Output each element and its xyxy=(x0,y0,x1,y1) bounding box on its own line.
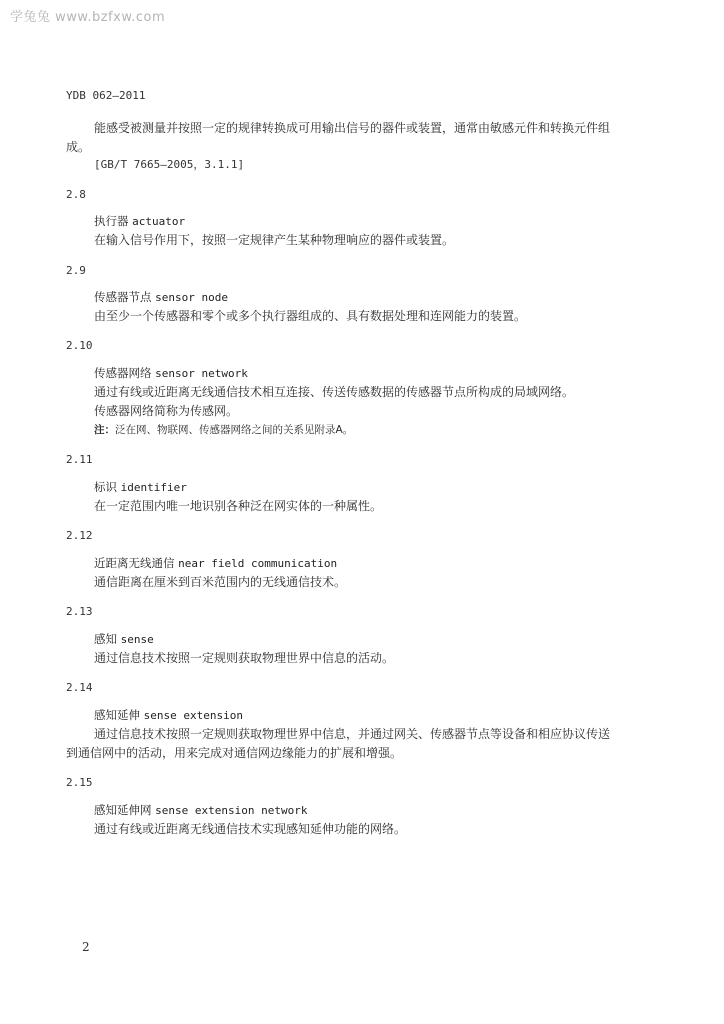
term-en: sense xyxy=(120,633,154,646)
term-en: actuator xyxy=(132,215,186,228)
standard-header: YDB 062—2011 xyxy=(66,89,146,102)
term-en: near field communication xyxy=(178,557,338,570)
term-en: sense extension network xyxy=(155,804,308,817)
clause-number: 2.13 xyxy=(66,605,93,618)
term-cn: 感知 xyxy=(94,632,117,646)
definition-line: 传感器网络简称为传感网。 xyxy=(94,404,239,418)
page-number: 2 xyxy=(82,940,90,954)
term-en: identifier xyxy=(120,481,187,494)
clause-number: 2.12 xyxy=(66,529,93,542)
term-cn: 传感器节点 xyxy=(94,290,152,304)
term-heading xyxy=(94,364,248,383)
term-cn: 标识 xyxy=(94,480,117,494)
clause-number: 2.11 xyxy=(66,453,93,466)
definition-line: 由至少一个传感器和零个或多个执行器组成的、具有数据处理和连网能力的装置。 xyxy=(94,309,527,323)
term-cn: 执行器 xyxy=(94,214,129,228)
definition-line: 到通信网中的活动，用来完成对通信网边缘能力的扩展和增强。 xyxy=(66,746,403,760)
clause-number: 2.9 xyxy=(66,264,86,277)
definition-line: 在一定范围内唯一地识别各种泛在网实体的一种属性。 xyxy=(94,499,383,513)
term-heading xyxy=(94,801,307,820)
note xyxy=(94,421,353,439)
definition-line: 通过信息技术按照一定规则获取物理世界中信息的活动。 xyxy=(94,651,395,665)
definition-line: 通过信息技术按照一定规则获取物理世界中信息，并通过网关、传感器节点等设备和相应协议传送 xyxy=(94,727,611,741)
note-label: 注： xyxy=(94,424,115,436)
term-heading xyxy=(94,630,154,649)
term-heading xyxy=(94,706,243,725)
term-en: sensor network xyxy=(155,367,248,380)
intro-reference: [GB/T 7665—2005，3.1.1] xyxy=(94,158,245,171)
definition-line: 在输入信号作用下，按照一定规律产生某种物理响应的器件或装置。 xyxy=(94,233,455,247)
note-text: 泛在网、物联网、传感器网络之间的关系见附录A。 xyxy=(115,424,354,436)
term-en: sensor node xyxy=(155,291,229,304)
term-cn: 感知延伸网 xyxy=(94,803,152,817)
term-cn: 近距离无线通信 xyxy=(94,556,175,570)
watermark: 学兔兔 www.bzfxw.com xyxy=(10,10,166,25)
term-heading xyxy=(94,554,337,573)
clause-number: 2.15 xyxy=(66,776,93,789)
clause-number: 2.8 xyxy=(66,188,86,201)
term-cn: 传感器网络 xyxy=(94,366,152,380)
term-en: sense extension xyxy=(143,709,243,722)
clause-number: 2.14 xyxy=(66,681,93,694)
term-heading xyxy=(94,478,187,497)
clause-number: 2.10 xyxy=(66,339,93,352)
definition-line: 通信距离在厘米到百米范围内的无线通信技术。 xyxy=(94,575,347,589)
term-cn: 感知延伸 xyxy=(94,708,140,722)
intro-line-2: 成。 xyxy=(66,140,91,154)
definition-line: 通过有线或近距离无线通信技术实现感知延伸功能的网络。 xyxy=(94,822,407,836)
intro-line-1: 能感受被测量并按照一定的规律转换成可用输出信号的器件或装置，通常由敏感元件和转换元件组 xyxy=(94,121,611,135)
term-heading xyxy=(94,288,228,307)
definition-line: 通过有线或近距离无线通信技术相互连接、传送传感数据的传感器节点所构成的局域网络。 xyxy=(94,385,575,399)
term-heading xyxy=(94,212,185,231)
